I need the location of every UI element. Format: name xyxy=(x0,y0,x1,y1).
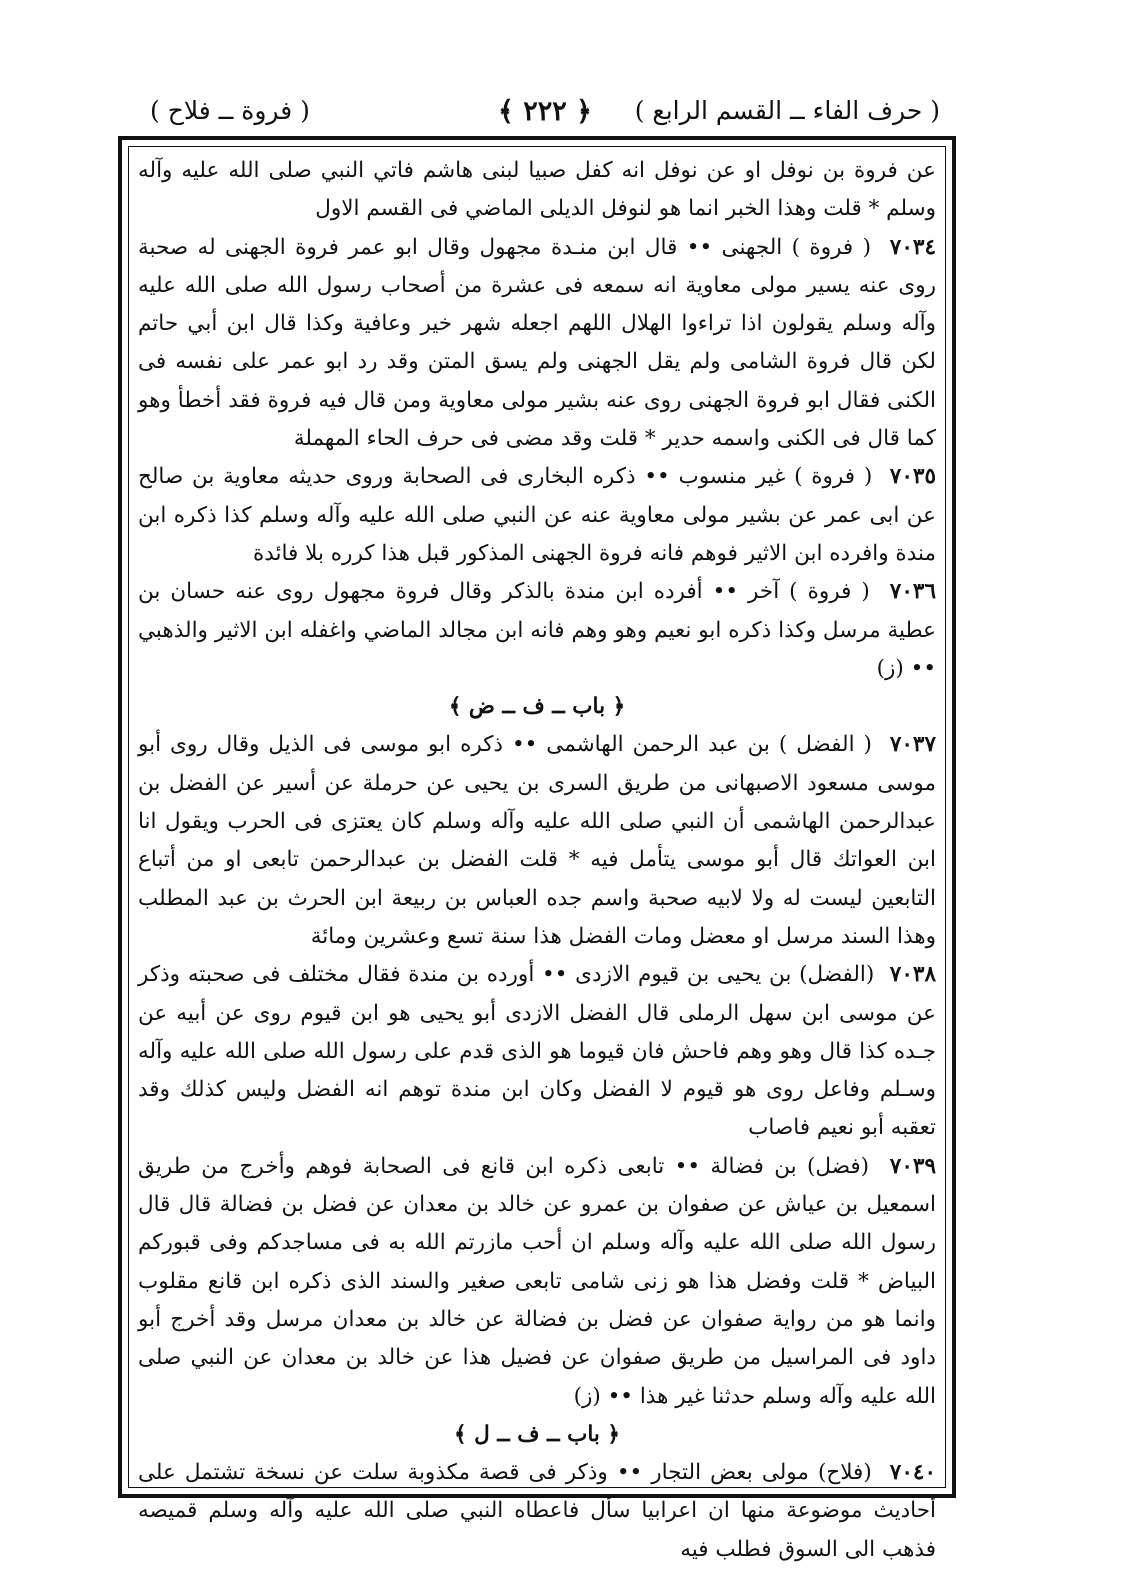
biography-entry xyxy=(138,956,936,1147)
entry-number: ٧٠٣٩ xyxy=(889,1153,936,1179)
entry-text: ( فروة ) آخر •• أفرده ابن مندة بالذكر وقال فروة مجهول روى عنه حسان بن عطية مرسل وكذا ذكره ابو نعيم وهو وهم فانه ابن مجالد الماضي واغفله ابن الاثير والذهبي •• (ز) xyxy=(138,579,936,681)
section-heading: ﴿ باب ــ ف ــ ل ﴾ xyxy=(454,1421,620,1447)
entry-number: ٧٠٤٠ xyxy=(889,1460,936,1486)
entry-text: (الفضل) بن يحيى بن قيوم الازدى •• أورده بن مندة فقال مختلف فى صحبته وذكر عن موسى ابن سهل الرملى قال الفضل الازدى أبو يحيى هو ابن قيوم روى عن أبيه عن جـده كذا قال وهو وهم فاحش فان قيوما هو الذى قدم على رسول الله صلى الله عليه وآله وسـلم وفاعل روى هو قيوم لا الفضل وكان ابن مندة توهم انه الفضل وليس كذلك وقد تعقبه أبو نعيم فاصاب xyxy=(138,962,936,1141)
page-header xyxy=(150,96,940,136)
entry-number: ٧٠٣٦ xyxy=(889,579,936,605)
entry-number: ٧٠٣٤ xyxy=(889,234,936,260)
page-body xyxy=(138,152,937,1562)
entry-number: ٧٠٣٨ xyxy=(889,962,936,988)
biography-entry xyxy=(138,1148,936,1416)
entry-number: ٧٠٣٧ xyxy=(889,732,937,758)
biography-entry xyxy=(138,1454,936,1569)
entry-text: ( فروة ) الجهنى •• قال ابن منـدة مجهول وقال ابو عمر فروة الجهنى له صحبة روى عنه يسير مولى معاوية انه سمعه فى عشرة من أصحاب رسول الله صلى الله عليه وآله وسلم يقولون اذا تراءوا الهلال اللهم اجعله شهر خير وعافية وكذا قال ابن أبي حاتم لكن قال فروة الشامى ولم يقل الجهنى ولم يسق المتن وقد رد ابو عمر على نفسه فى الكنى فقال ابو فروة الجهنى روى عنه بشير مولى معاوية ومن قال فيه فروة فقد أخطأ وهو كما قال فى الكنى واسمه حدير * قلت وقد مضى فى حرف الحاء المهملة xyxy=(138,234,936,452)
entry-number: ٧٠٣٥ xyxy=(889,464,936,490)
header-entry-range: ( فروة ــ فلاح ) xyxy=(150,96,310,125)
page-number: ﴿ ٢٢٢ ﴾ xyxy=(498,96,592,127)
biography-entry xyxy=(138,726,936,956)
entry-text: (فضل) بن فضالة •• تابعى ذكره ابن قانع فى الصحابة فوهم وأخرج من طريق اسمعيل بن عياش عن صفوان بن عمرو عن خالد بن معدان عن فضل بن فضالة قال قال رسول الله صلى الله عليه وآله وسلم ان أحب مازرتم الله به فى مساجدكم وفى قبوركم البياض * قلت وفضل هذا هو زنى شامى تابعى صغير والسند الذى ذكره ابن قانع مقلوب وانما هو من رواية صفوان عن فضل بن فضالة عن خالد بن معدان مرسل وقد أخرج أبو داود فى المراسيل من طريق صفوان عن فضيل هذا عن خالد بن معدان عن النبي صلى الله عليه وآله وسلم حدثنا غير هذا •• (ز) xyxy=(138,1153,936,1409)
continuation-paragraph: عن فروة بن نوفل او عن نوفل انه كفل صبيا لبنى هاشم فاتي النبي صلى الله عليه وآله وسلم * قلت وهذا الخبر انما هو لنوفل الديلى الماضي فى القسم الاول xyxy=(138,158,936,222)
biography-entry xyxy=(138,573,936,688)
section-heading: ﴿ باب ــ ف ــ ض ﴾ xyxy=(448,694,626,720)
biography-entry xyxy=(138,458,936,573)
entry-text: ( الفضل ) بن عبد الرحمن الهاشمى •• ذكره ابو موسى فى الذيل وقال روى أبو موسى مسعود الاصبهانى من طريق السرى بن يحيى عن حرملة عن أسير عن الفضل بن عبدالرحمن الهاشمى أن النبي صلى الله عليه وآله وسلم كان يعتزى فى الحرب ويقول انا ابن العواتك قال أبو موسى يتأمل فيه * قلت الفضل بن عبدالرحمن تابعى او من أتباع التابعين ليست له ولا لابيه صحبة واسم جده العباس بن ربيعة ابن الحرث بن عبد المطلب وهذا السند مرسل او معضل ومات الفضل هذا سنة تسع وعشرين ومائة xyxy=(138,732,936,949)
header-section-title: ( حرف الفاء ــ القسم الرابع ) xyxy=(634,96,940,125)
biography-entry xyxy=(138,229,936,459)
entry-text: (فلاح) مولى بعض التجار •• وذكر فى قصة مكذوبة سلت عن نسخة تشتمل على أحاديث موضوعة منها ان اعرابيا سأل فاعطاه النبي صلى الله عليه وآله وسلم قميصه فذهب الى السوق فطلب فيه xyxy=(138,1460,936,1562)
entry-text: ( فروة ) غير منسوب •• ذكره البخارى فى الصحابة وروى حديثه معاوية بن صالح عن ابى عمر عن بشير مولى معاوية عنه عن النبي صلى الله عليه وآله وسلم كذا ذكره ابن مندة وافرده ابن الاثير فوهم فانه فروة الجهنى المذكور قبل هذا كرره بلا فائدة xyxy=(138,464,936,566)
